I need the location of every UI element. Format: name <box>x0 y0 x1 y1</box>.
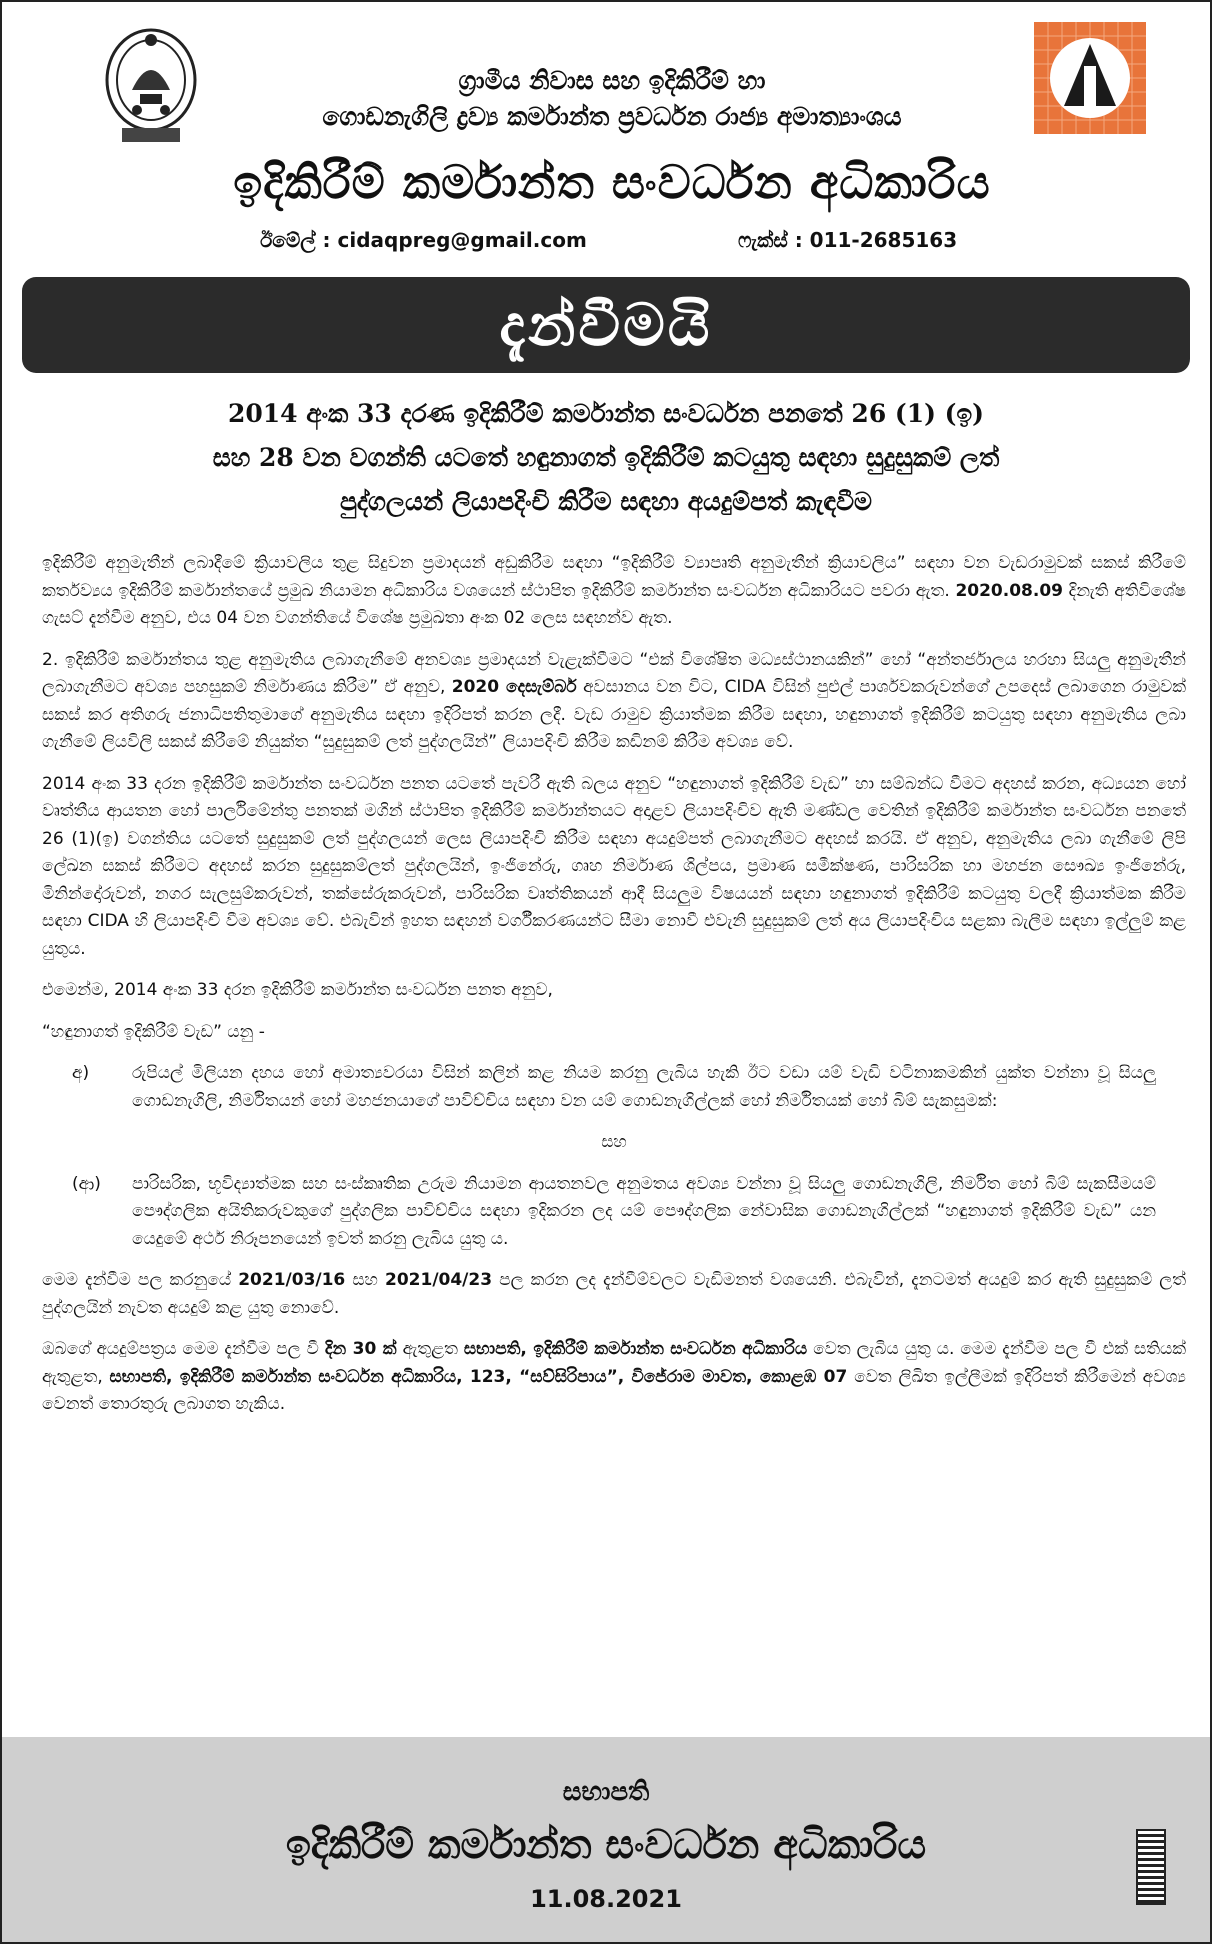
paragraph-1-text-a: ඉදිකිරීම් අනුමැතීන් ලබාදීමේ ක්‍රියාවලිය තුළ සිදුවන ප්‍රමාදයන් අඩුකිරීම සඳහා “ඉදිකිරීම් ව්‍යාපෘති අනුමැතීන් ක්‍රියාවලිය” සඳහා වන වැඩරාමුවක් සකස් කිරීමේ කර්තව්‍යය ඉදිකිරීම් කර්මාන්තයේ ප්‍රමුඛ නියාමන අධිකාරිය වශයෙන් ස්ථාපිත ඉදිකිරීම් කර්මාන්ත සංවර්ධන අධිකාරියට පවරා ඇත. <box>42 553 1186 601</box>
paragraph-7-text-g: වෙත ලිඛිත ඉල්ලීමක් ඉදිරිපත් කිරීමෙන් අවශ්‍ය වෙනත් තොරතුරු ලබාගත හැකිය. <box>42 1366 1186 1414</box>
paragraph-2-text-c: අවසානය වන විට, CIDA විසින් පුළුල් පාර්ශවකරුවන්ගේ උපදෙස් ලබාගෙන රාමුවක් සකස් කර අතිගරු ජනාධිපතිතුමාගේ අනුමැතිය සඳහා ඉදිරිපත් කරන ලදී. වැඩ රාමුව ක්‍රියාත්මක කිරීම සඳහා, හඳුනාගත් ඉදිකිරීම් කටයුතු සඳහා අනුමැතිය ලබා ගැනීමේ ලියවිලි සකස් කිරීමේ නියුක්ත “සුදුසුකම් ලත් පුද්ගලයින්” ලියාපදිංචි කිරීම කඩිනම් කිරීම අවශ්‍ය වේ. <box>42 677 1187 752</box>
paragraph-3: 2014 අංක 33 දරන ඉදිකිරීම් කර්මාන්ත සංවර්ධන පනත යටතේ පැවරී ඇති බලය අනුව “හඳුනාගත් ඉදිකිරීම් වැඩ” හා සම්බන්ධ වීමට අදහස් කරන, අධ්‍යයන හෝ වෘත්තීය ආයතන හෝ පාර්ලිමේන්තු පනතක් මගින් ස්ථාපිත ඉදිකිරීම් කර්මාන්තයට අදාළව ලියාපදිංචිව ඇති මණ්ඩල වෙතින් ඉදිකිරීම් කර්මාන්ත සංවර්ධන පනතේ 26 (1)(ඉ) වගන්තිය යටතේ සුදුසුකම් ලත් පුද්ගලයන් ලෙස ලියාපදිංචි කිරීම සඳහා අයදුම්පත් ලබාගැනීමට අදහස් කරයි. ඒ අනුව, අනුමැතිය ලබා ගැනීමේ ලිපි ලේඛන සකස් කිරීමට අදහස් කරන සුදුසුකම්ලත් පුද්ගලයින්, ඉංජිනේරු, ගෘහ නිර්මාණ ශිල්පය, ප්‍රමාණ සමීක්ෂණ, පාරිසරික හා මහජන සෞඛ්‍ය ඉංජිනේරු, මිනින්දෝරුවන්, නගර සැලසුම්කරුවන්, තක්සේරුකරුවන්, පාරිසරික වෘත්තිකයන් ආදී සියලුම විෂයයන් සඳහා හඳුනාගත් ඉදිකිරීම් කටයුතු වලදී ක්‍රියාත්මක කිරීම සඳහා CIDA හි ලියාපදිංචි වීම අවශ්‍ය වේ. එබැවින් ඉහත සඳහන් වර්ගීකරණයන්ට සීමා නොවී එවැනි සුදුසුකම් ලත් අය ලියාපදිංචිය සළකා බැලීම සඳහා ඉල්ලුම් කළ යුතුය. <box>42 773 1186 959</box>
footer <box>2 1737 1210 1942</box>
and-separator: සහ <box>601 1132 627 1152</box>
paragraph-7-text-a: ඔබගේ අයදුම්පත්‍රය මෙම දැන්වීම පල වී <box>42 1339 319 1359</box>
paragraph-1 <box>42 550 1186 633</box>
gazette-date: 2020.08.09 <box>955 580 1063 601</box>
list-item-b-text: පාරිසරික, භූවිද්‍යාත්මක සහ සංස්කෘතික උරුම නියාමන ආයතනවල අනුමතය අවශ්‍ය වන්නා වූ සියලු ගොඩනැගිලි, නිර්මිත හෝ බිම් සැකසීමයම් පෞද්ගලික අයිතිකරුවකුගේ පුද්ගලික පාවිච්චිය සඳහා ඉදිකරන ලද යම් පෞද්ගලික නේවාසික ගොඩනැගිල්ලක් “හඳුනාගත් ඉදිකිරීම් වැඩ” යන යෙදුමේ අර්ථ නිරූපනයෙන් ඉවත් කරනු ලැබිය යුතු ය. <box>132 1173 1156 1249</box>
paragraph-5: “හඳුනාගත් ඉදිකිරීම් වැඩ” යනු - <box>42 1021 265 1042</box>
email-contact[interactable]: ඊමේල් : cidaqpreg@gmail.com <box>260 228 587 252</box>
recipient-address: සභාපති, ඉදිකිරීම් කර්මාන්ත සංවර්ධන අධිකාරිය, 123, “සව්සිරිපාය”, විජේරාම මාවත, කොළඹ 07 <box>109 1366 848 1387</box>
paragraph-4: එමෙන්ම, 2014 අංක 33 දරන ඉදිකිරීම් කර්මාන්ත සංවර්ධන පනත අනුව, <box>42 980 553 1000</box>
list-item-a-text: රුපියල් මිලියන දහය හෝ අමාත්‍යවරයා විසින් කලින් කළ නියම කරනු ලැබිය හැකි ඊට වඩා යම් වැඩි වටිනාකමකින් යුක්ත වන්නා වූ සියලු ගොඩනැගිලි, නිර්මිතයන් හෝ මහජනයාගේ පාවිච්චිය සඳහා වන යම් ගොඩනැගිල්ලක් හෝ නිර්මිතයක් හෝ බිම් සැකසුමක්: <box>132 1063 1156 1111</box>
paragraph-7 <box>42 1336 1186 1419</box>
notice-date: 11.08.2021 <box>530 1885 682 1913</box>
fax-contact: ෆැක්ස් : 011-2685163 <box>738 228 958 252</box>
signatory-title: සභාපති <box>562 1777 650 1807</box>
paragraph-6-and: සහ <box>352 1270 378 1290</box>
paragraph-1-text-c: දිනැති අතිවිශේෂ ගැසට් දැන්වීම අනුව, එය 04 වන වගන්තියේ විශේෂ ප්‍රමුඛතා අංක 02 ලෙස සඳහන්ව ඇත. <box>42 580 1186 628</box>
list-item-a <box>42 1060 1186 1115</box>
sri-lanka-emblem-icon <box>102 20 200 150</box>
paragraph-7-text-c: ඇතුළත <box>402 1339 458 1359</box>
paragraph-7-text-e: වෙත ලැබිය යුතු ය. මෙම දැන්වීම පල වී එක් සතියක් ඇතුළත, <box>42 1339 1187 1387</box>
previous-notice-date-1: 2021/03/16 <box>238 1270 346 1290</box>
paragraph-6 <box>42 1267 1186 1322</box>
paragraph-2-text-a: 2. ඉදිකිරීම් කර්මාන්තය තුළ අනුමැතිය ලබාගැනීමේ අනවශ්‍ය ප්‍රමාදයන් වැළැක්වීමට “එක් විශේෂිත මධ්‍යස්ථානයකින්” හෝ “අන්තර්ජාලය හරහා සියලු අනුමැතීන් ලබාගැනීමට අවශ්‍ය පහසුකම් නිර්මාණය කිරීම” ඒ අනුව, <box>42 649 1186 697</box>
paragraph-2 <box>42 647 1186 757</box>
notice-subject <box>62 392 1150 524</box>
deadline-days: දින 30 ක් <box>324 1339 397 1359</box>
recipient: සභාපති, ඉදිකිරීම් කර්මාන්ත සංවර්ධන අධිකාරිය <box>463 1339 808 1359</box>
subject-line-1: 2014 අංක 33 දරණ ඉදිකිරීම් කර්මාන්ත සංවර්ධන පනතේ 26 (1) (ඉ) <box>228 399 984 428</box>
qr-code-icon <box>1136 1829 1166 1905</box>
list-item-b-label: (ආ) <box>72 1173 101 1194</box>
notice-body <box>42 550 1186 1433</box>
previous-notice-date-2: 2021/04/23 <box>385 1270 493 1290</box>
ministry-line-2: ගොඩනැගිලි ද්‍රව්‍ය කර්මාන්ත ප්‍රවර්ධන රාජ්‍ය අමාත්‍යාංශය <box>322 102 902 131</box>
subject-line-3: පුද්ගලයන් ලියාපදිංචි කිරීම සඳහා අයදුම්පත් කැඳවීම <box>339 487 873 516</box>
list-item-a-label: අ) <box>72 1063 90 1083</box>
paragraph-6-text-c: පල කරන ලද දැන්වීම්වලට වැඩිමනත් වශයෙනි. එබැවින්, දැනටමත් අයදුම් කර ඇති සුදුසුකම් ලත් පුද්ගලයින් නැවත අයදුම් කළ යුතු නොවේ. <box>42 1270 1186 1318</box>
list-item-b <box>42 1171 1186 1254</box>
header <box>2 2 1210 277</box>
ministry-line-1: ග්‍රාමීය නිවාස සහ ඉදිකිරීම් හා <box>458 66 766 95</box>
signatory-authority: ඉදිකිරීම් කර්මාන්ත සංවර්ධන අධිකාරිය <box>285 1822 927 1868</box>
paragraph-6-text-a: මෙම දැන්වීම පල කරනුයේ <box>42 1270 232 1290</box>
authority-title: ඉදිකිරීම් කර්මාන්ත සංවර්ධන අධිකාරිය <box>233 155 991 209</box>
subject-line-2: සහ 28 වන වගන්ති යටතේ හඳුනාගත් ඉදිකිරීම් කටයුතු සඳහා සුදුසුකම් ලත් <box>212 443 1000 472</box>
december-2020: 2020 දෙසැම්බර් <box>451 677 577 697</box>
cida-logo <box>1034 22 1146 152</box>
notice-banner: දැන්වීමයි <box>22 277 1190 373</box>
